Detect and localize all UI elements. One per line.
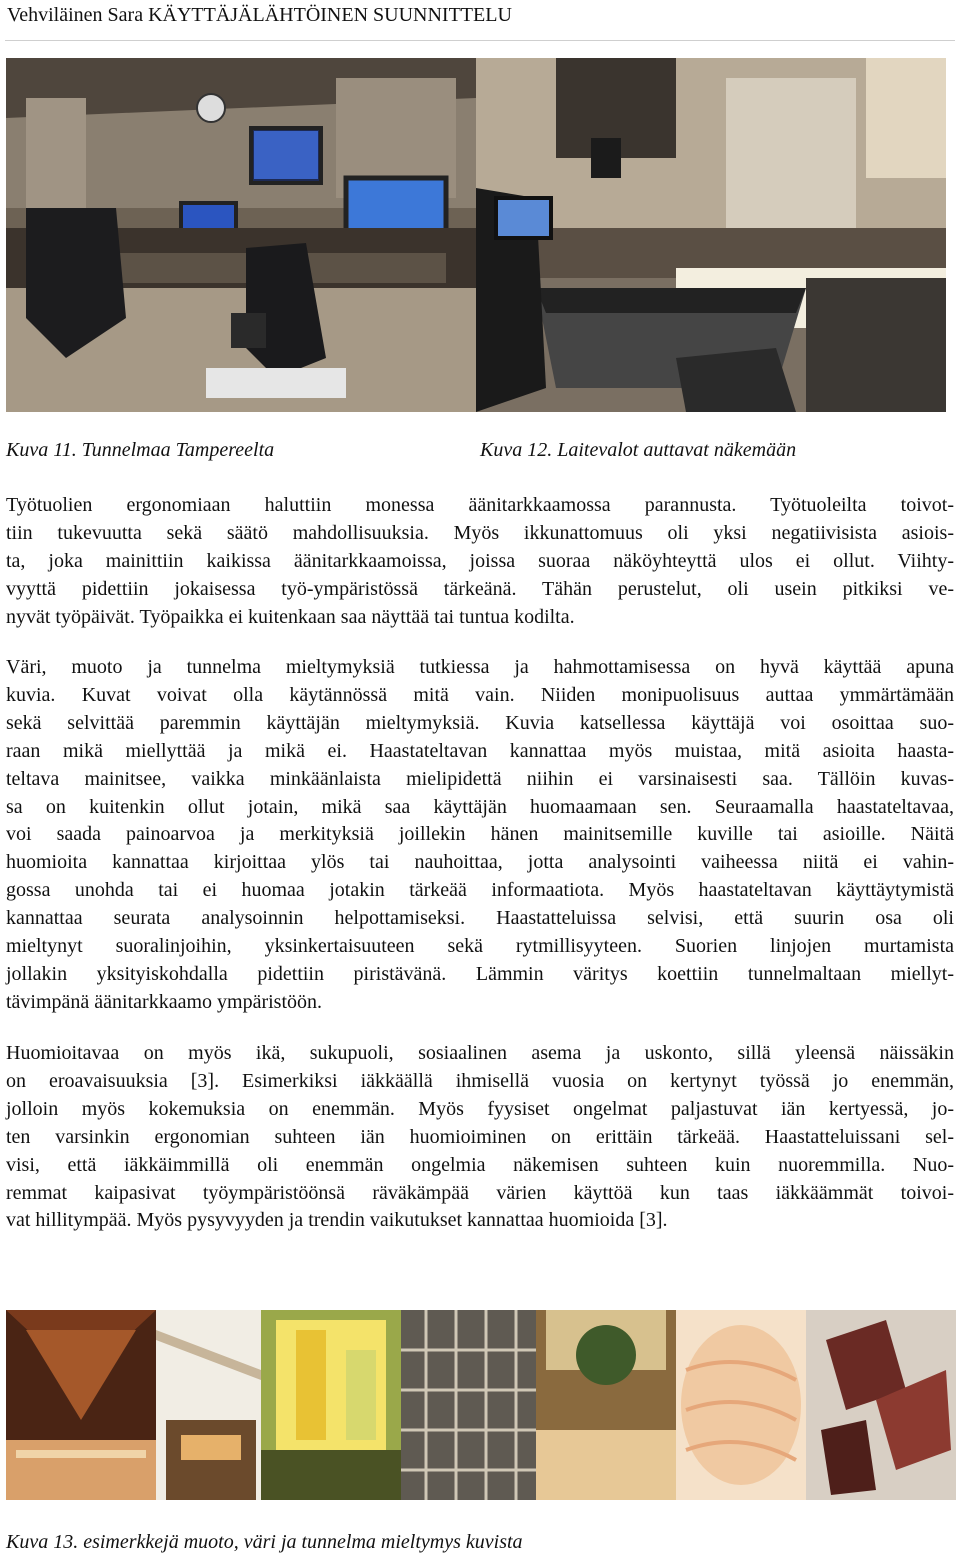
header-divider: [5, 40, 955, 41]
text-line: teltava mainitsee, vaikka minkäänlaista mielipidettä niihin ei varsinaisesti saa. Tällöin kuvas-: [6, 767, 954, 790]
mood-collage-photo: [6, 1310, 956, 1500]
text-line: voi saada painoarvoa ja merkityksiä joillekin hänen mainitsemille kuville tai asioille. Näitä: [6, 823, 954, 846]
paragraph-2: [6, 654, 954, 1017]
text-line: Väri, muoto ja tunnelma mieltymyksiä tutkiessa ja hahmottamisessa on hyvä käyttää apuna: [6, 656, 954, 678]
studio-console-photo: [6, 58, 476, 412]
text-line: tiin tukevuutta sekä säätö mahdollisuuksia. Myös ikkunattomuus oli yksi negatiivisista asiois-: [6, 521, 954, 544]
text-line: Työtuolien ergonomiaan haluttiin monessa äänitarkkaamossa parannusta. Työtuoleilta toivot-: [6, 494, 954, 516]
mixing-desk-photo: [476, 58, 946, 412]
text-line: Huomioitavaa on myös ikä, sukupuoli, sosiaalinen asema ja uskonto, sillä yleensä näissäkin: [6, 1042, 954, 1064]
text-line: kuvia. Kuvat voivat olla käytännössä mitä vain. Niiden monipuolisuus auttaa ymmärtämään: [6, 683, 954, 706]
text-line: visi, että iäkkäimmillä oli enemmän ongelmia näkemisen suhteen kuin nuoremmilla. Nuo-: [6, 1153, 954, 1176]
text-line: on eroavaisuuksia [3]. Esimerkiksi iäkkäällä ihmisellä vuosia on kertynyt työssä jo enemmän,: [6, 1069, 954, 1092]
figure-11-caption: Kuva 11. Tunnelmaa Tampereelta: [6, 439, 275, 461]
text-line: jollakin yksityiskohdalla pidettiin piristävänä. Lämmin väritys koettiin tunnelmaltaan miellyt-: [6, 962, 954, 985]
text-line: remmat kaipasivat työympäristöönsä räväkämpää värien käyttöä kun taas iäkkäämmät toivoi-: [6, 1181, 954, 1204]
running-header: Vehviläinen Sara KÄYTTÄJÄLÄHTÖINEN SUUNNITTELU: [7, 4, 512, 26]
text-line: raan mikä miellyttää ja mikä ei. Haastateltavan kannattaa myös muistaa, mitä asioita haasta-: [6, 739, 954, 762]
text-line: tävimpänä äänitarkkaamo ympäristöön.: [6, 990, 323, 1013]
figure-13-caption: Kuva 13. esimerkkejä muoto, väri ja tunnelma mieltymys kuvista: [6, 1531, 523, 1553]
figure-12-caption: Kuva 12. Laitevalot auttavat näkemään: [480, 439, 797, 461]
text-line: nyvät työpäivät. Työpaikka ei kuitenkaan saa näyttää tai tuntua kodilta.: [6, 605, 575, 628]
paragraph-3: [6, 1040, 954, 1235]
text-line: ta, joka mainittiin kaikissa äänitarkkaamoissa, joissa suoraa näköyhteyttä ulos ei ollut. Viihty-: [6, 549, 954, 572]
text-line: mieltynyt suoralinjoihin, yksinkertaisuuteen sekä rytmillisyyteen. Suorien linjojen murtamista: [6, 935, 954, 958]
paragraph-1: [6, 492, 954, 632]
text-line: sekä selvittää paremmin käyttäjän mieltymyksiä. Kuvia katsellessa käyttäjä voi osoittaa suo-: [6, 711, 954, 734]
text-line: kannattaa seurata analysoinnin helpottamiseksi. Haastatteluissa selvisi, että suurin osa oli: [6, 907, 954, 930]
text-line: vat hillitympää. Myös pysyvyyden ja trendin vaikutukset kannattaa huomioida [3].: [6, 1209, 668, 1232]
text-line: jolloin myös kokemuksia on enemmän. Myös fyysiset ongelmat paljastuvat iän kertyessä, jo-: [6, 1097, 954, 1120]
text-line: vyyttä pidettiin jokaisessa työ-ympäristössä tärkeänä. Tähän perustelut, oli usein pitkiksi ve-: [6, 577, 954, 600]
text-line: ten varsinkin ergonomian suhteen iän huomioiminen on erittäin tärkeää. Haastatteluissani sel-: [6, 1125, 954, 1148]
text-line: gossa unohda tai ei huomaa jotakin tärkeää informaatiota. Myös haastateltavan käyttäytymistä: [6, 879, 954, 902]
text-line: huomioita kannattaa kirjoittaa ylös tai nauhoittaa, jotta analysointi vaiheessa niitä ei vahin-: [6, 851, 954, 874]
text-line: sa on kuitenkin ollut jotain, mikä saa käyttäjän huomaamaan sen. Seuraamalla haastateltavaa,: [6, 795, 954, 818]
